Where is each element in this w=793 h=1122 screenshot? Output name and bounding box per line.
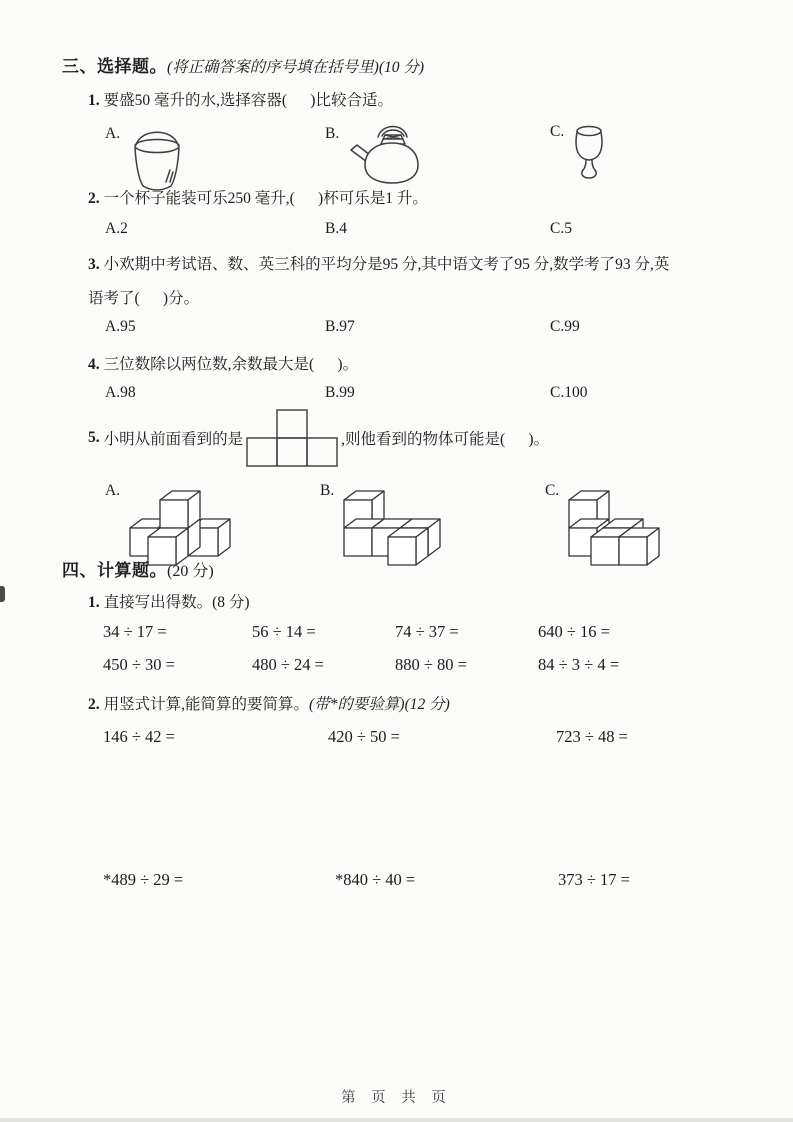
question-5-text-pre: 小明从前面看到的是 <box>103 431 244 448</box>
option-b-kettle <box>325 125 430 187</box>
equation: 146 ÷ 42 = <box>103 727 175 746</box>
kettle-icon <box>345 125 430 187</box>
equation-starred: *489 ÷ 29 = <box>103 870 184 889</box>
equation: 34 ÷ 17 = <box>103 622 167 641</box>
calc-sub2-row1 <box>0 727 793 751</box>
equation: 723 ÷ 48 = <box>556 727 628 746</box>
question-2-number: 2. <box>88 190 100 207</box>
question-5-number: 5. <box>88 429 100 446</box>
scan-bottom-edge <box>0 1118 793 1122</box>
question-5-text-post: ,则他看到的物体可能是( )。 <box>341 431 550 448</box>
scan-artifact-mark <box>0 586 5 602</box>
question-3-line1 <box>0 252 793 274</box>
section-calc-score: (20 分) <box>167 563 214 580</box>
calc-sub2-number: 2. <box>88 696 100 713</box>
calc-sub1-number: 1. <box>88 594 100 611</box>
equation-starred: *840 ÷ 40 = <box>335 870 416 889</box>
question-3-options <box>0 318 793 342</box>
equation: 880 ÷ 80 = <box>395 655 467 674</box>
question-2-options <box>0 220 793 244</box>
option-c-label: C. <box>550 123 565 140</box>
question-4 <box>0 352 793 374</box>
option-c-goblet <box>550 123 608 185</box>
option-b: B.99 <box>325 384 355 401</box>
question-5 <box>88 408 549 468</box>
section-choice-note: (将正确答案的序号填在括号里)(10 分) <box>167 59 425 76</box>
question-1-number: 1. <box>88 92 100 109</box>
option-c-label: C. <box>545 482 560 499</box>
question-1-text: 要盛50 毫升的水,选择容器( )比较合适。 <box>103 92 393 109</box>
question-1 <box>0 88 793 110</box>
option-a-label: A. <box>105 482 121 499</box>
option-c: C.5 <box>550 220 572 237</box>
question-3-text-line1: 小欢期中考试语、数、英三科的平均分是95 分,其中语文考了95 分,数学考了93 分,英 <box>103 256 670 273</box>
option-a: A.98 <box>105 384 136 401</box>
equation: 56 ÷ 14 = <box>252 622 316 641</box>
equation: 450 ÷ 30 = <box>103 655 175 674</box>
calc-sub2-row2 <box>0 870 793 894</box>
option-c: C.99 <box>550 318 580 335</box>
question-3-line2 <box>0 286 793 308</box>
equation: 640 ÷ 16 = <box>538 622 610 641</box>
equation: 480 ÷ 24 = <box>252 655 324 674</box>
question-4-number: 4. <box>88 356 100 373</box>
goblet-icon <box>570 123 608 185</box>
page-footer: 第 页 共 页 <box>341 1090 452 1106</box>
question-3-text-line2: 语考了( )分。 <box>88 290 200 307</box>
section-choice-title: 三、选择题。 <box>62 57 167 76</box>
question-2-text: 一个杯子能装可乐250 毫升,( )杯可乐是1 升。 <box>103 190 428 207</box>
equation: 373 ÷ 17 = <box>558 870 630 889</box>
question-5-options <box>0 472 793 564</box>
section-choice-header <box>0 52 793 77</box>
option-b: B.4 <box>325 220 347 237</box>
option-b-label: B. <box>325 125 340 142</box>
section-calc-title: 四、计算题。 <box>62 561 167 580</box>
calc-sub2-note: (带*的要验算)(12 分) <box>309 696 450 713</box>
question-2 <box>0 186 793 208</box>
equation: 84 ÷ 3 ÷ 4 = <box>538 655 620 674</box>
option-a-bucket <box>105 125 188 195</box>
bucket-icon <box>126 125 188 195</box>
option-c: C.100 <box>550 384 588 401</box>
option-a-label: A. <box>105 125 121 142</box>
question-4-options <box>0 384 793 408</box>
equation: 420 ÷ 50 = <box>328 727 400 746</box>
option-b: B.97 <box>325 318 355 335</box>
option-a: A.2 <box>105 220 128 237</box>
calc-sub2-title <box>0 692 793 714</box>
question-4-text: 三位数除以两位数,余数最大是( )。 <box>103 356 359 373</box>
question-1-options <box>0 115 793 193</box>
question-3-number: 3. <box>88 256 100 273</box>
equation: 74 ÷ 37 = <box>395 622 459 641</box>
calc-sub1-text: 直接写出得数。(8 分) <box>103 594 250 611</box>
section-calc-header <box>0 556 793 581</box>
t-shape-front-view <box>246 409 338 467</box>
calc-sub2-text: 用竖式计算,能简算的要简算。 <box>103 696 310 713</box>
option-a: A.95 <box>105 318 136 335</box>
calc-sub1-row2 <box>0 655 793 679</box>
option-b-label: B. <box>320 482 335 499</box>
calc-sub1-row1 <box>0 622 793 646</box>
calc-sub1-title <box>0 590 793 612</box>
